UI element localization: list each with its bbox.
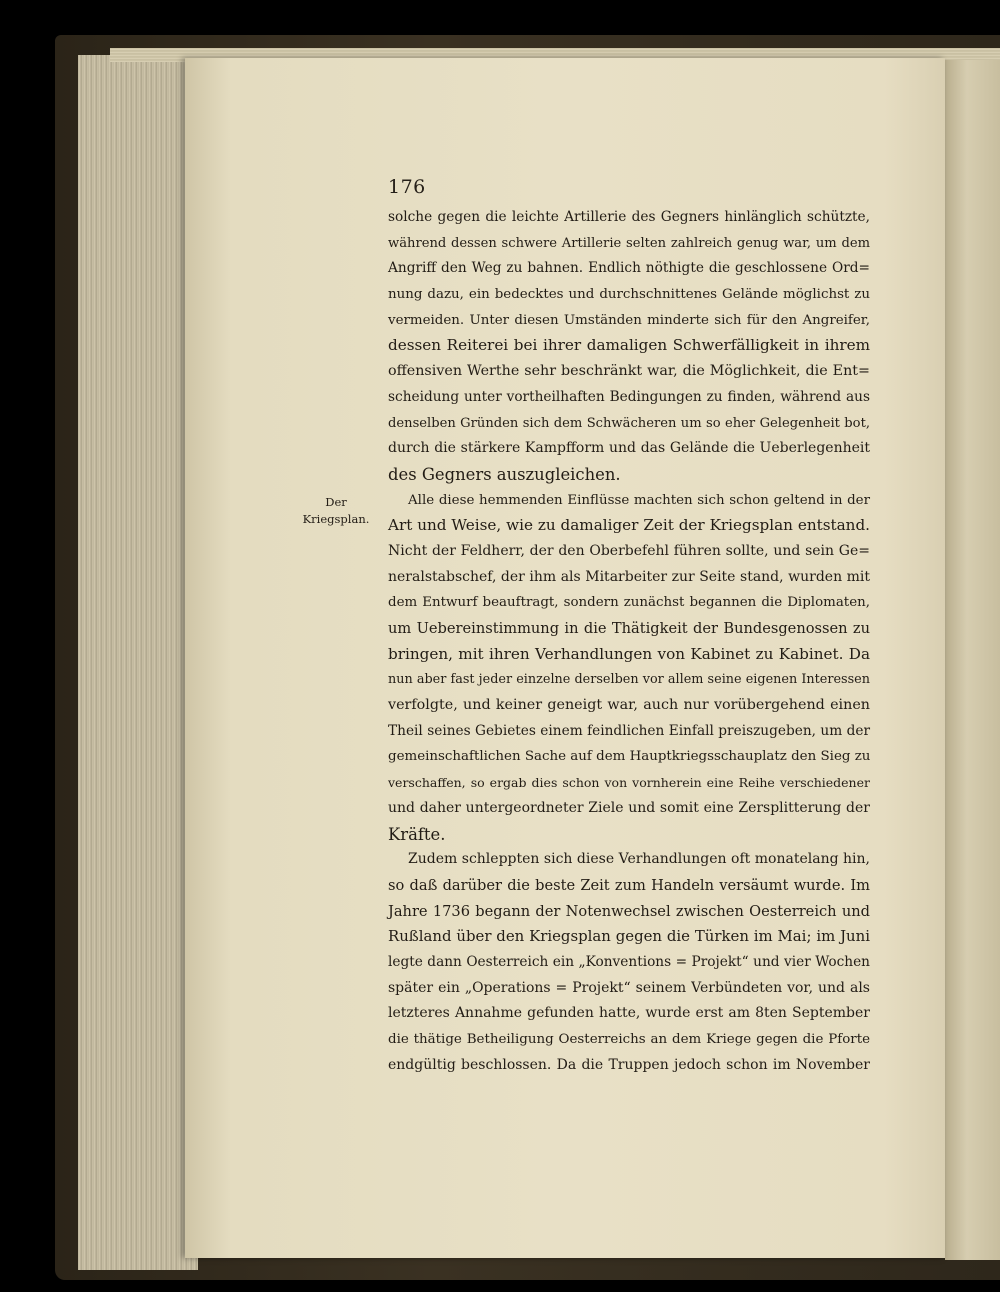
text-line: dessen Reiterei bei ihrer damaligen Schwerfälligkeit in ihrem — [388, 336, 870, 355]
text-line: verschaffen, so ergab dies schon von vornherein eine Reihe verschiedener — [388, 775, 870, 791]
text-line: neralstabschef, der ihm als Mitarbeiter zur Seite stand, wurden mit — [388, 568, 870, 585]
body-text — [388, 205, 870, 1078]
text-line: Art und Weise, wie zu damaliger Zeit der Kriegsplan entstand. — [388, 516, 870, 535]
text-line: Jahre 1736 begann der Notenwechsel zwischen Oesterreich und — [388, 902, 870, 920]
text-line: während dessen schwere Artillerie selten zahlreich genug war, um dem — [388, 235, 870, 251]
text-line: um Uebereinstimmung in die Thätigkeit der Bundesgenossen zu — [388, 620, 870, 637]
text-line: später ein „Operations = Projekt“ seinem Verbündeten vor, und als — [388, 979, 870, 996]
text-line: Zudem schleppten sich diese Verhandlungen oft monatelang hin, — [408, 851, 870, 868]
text-line: gemeinschaftlichen Sache auf dem Hauptkriegsschauplatz den Sieg zu — [388, 749, 871, 765]
text-line: legte dann Oesterreich ein „Konventions = Projekt“ und vier Wochen — [388, 953, 870, 970]
text-line: nun aber fast jeder einzelne derselben vor allem seine eigenen Interessen — [388, 672, 870, 688]
text-line: durch die stärkere Kampfform und das Gelände die Ueberlegenheit — [388, 440, 870, 457]
margin-note — [296, 494, 376, 528]
text-line: Theil seines Gebietes einem feindlichen Einfall preiszugeben, um der — [388, 722, 870, 739]
text-line: so daß darüber die beste Zeit zum Handeln versäumt wurde. Im — [388, 876, 870, 894]
page-edges-left — [78, 55, 198, 1270]
text-line: Alle diese hemmenden Einflüsse machten sich schon geltend in der — [408, 492, 870, 508]
text-line: Nicht der Feldherr, der den Oberbefehl führen sollte, und sein Ge= — [388, 542, 870, 559]
margin-note-line: Der — [325, 495, 347, 509]
text-line: verfolgte, und keiner geneigt war, auch nur vorübergehend einen — [388, 697, 870, 714]
text-line: offensiven Werthe sehr beschränkt war, die Möglichkeit, die Ent= — [388, 363, 870, 380]
text-line: denselben Gründen sich dem Schwächeren um so eher Gelegenheit bot, — [388, 415, 870, 431]
text-line: Angriff den Weg zu bahnen. Endlich nöthigte die geschlossene Ord= — [388, 260, 870, 277]
text-line: die thätige Betheiligung Oesterreichs an dem Kriege gegen die Pforte — [388, 1032, 870, 1047]
margin-note-line: Kriegsplan. — [302, 512, 370, 526]
text-line: dem Entwurf beauftragt, sondern zunächst begannen die Diplomaten, — [388, 595, 870, 611]
text-line: und daher untergeordneter Ziele und somit eine Zersplitterung der — [388, 799, 870, 816]
text-line: scheidung unter vortheilhaften Bedingungen zu finden, während aus — [388, 388, 870, 405]
text-line: bringen, mit ihren Verhandlungen von Kabinet zu Kabinet. Da — [388, 644, 870, 663]
page-edges-right — [945, 60, 1000, 1260]
text-line: nung dazu, ein bedecktes und durchschnittenes Gelände möglichst zu — [388, 287, 870, 303]
text-line: letzteres Annahme gefunden hatte, wurde erst am 8ten September — [388, 1005, 870, 1022]
page-number: 176 — [388, 176, 426, 198]
text-line: des Gegners auszugleichen. — [388, 464, 621, 484]
text-line: Kräfte. — [388, 824, 446, 844]
text-line: Rußland über den Kriegsplan gegen die Türken im Mai; im Juni — [388, 927, 870, 946]
text-line: vermeiden. Unter diesen Umständen minderte sich für den Angreifer, — [388, 312, 870, 328]
text-line: endgültig beschlossen. Da die Truppen jedoch schon im November — [388, 1056, 870, 1073]
text-line: solche gegen die leichte Artillerie des Gegners hinlänglich schützte, — [388, 209, 870, 225]
